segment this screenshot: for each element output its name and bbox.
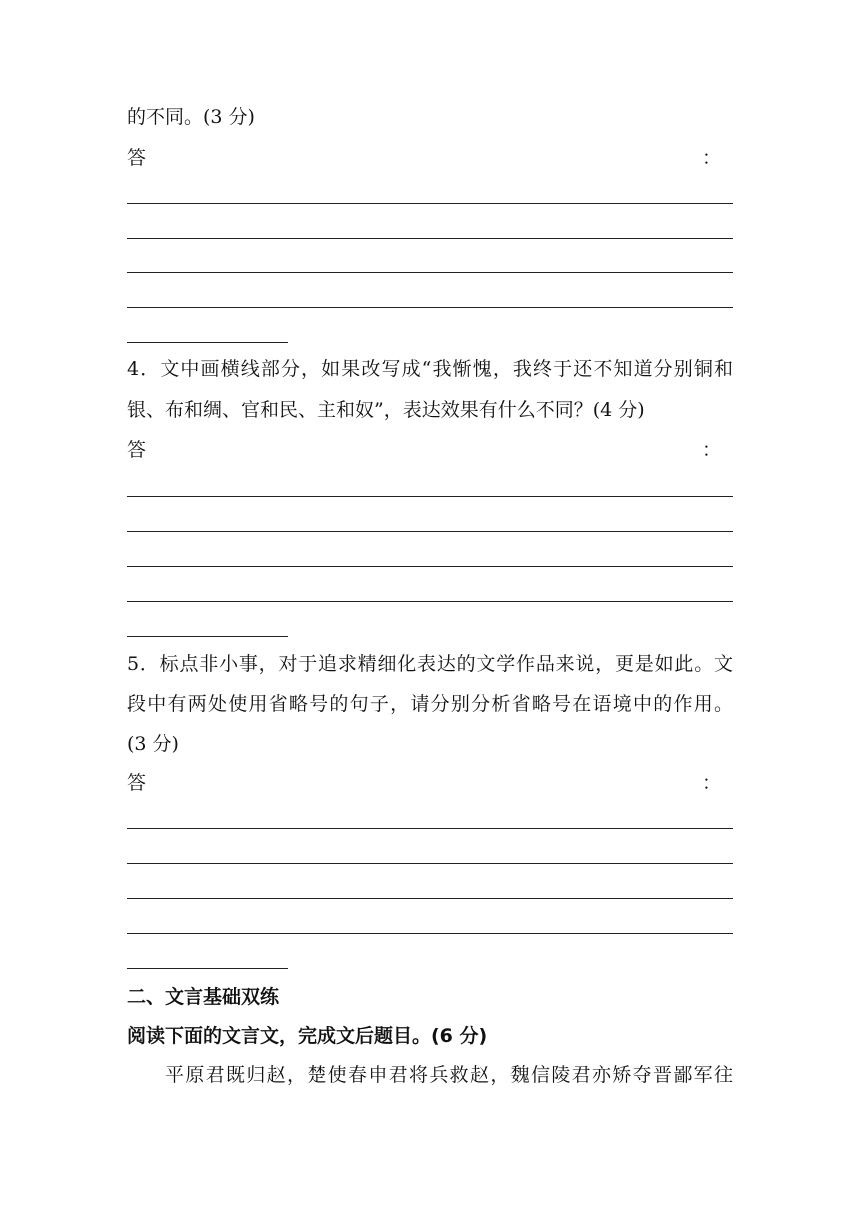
q4-answer-colon: ： (701, 439, 721, 461)
passage-line-1: 平原君既归赵，楚使春申君将兵救赵，魏信陵君亦矫夺晋鄙军往 (165, 1064, 733, 1086)
q3-answer-colon: ： (701, 147, 721, 169)
section-heading: 二、文言基础双练 (127, 986, 280, 1008)
q4-answer-line[interactable] (127, 601, 733, 602)
q3-answer-label: 答 (127, 147, 147, 169)
q5-answer-label: 答 (127, 772, 147, 794)
q5-answer-line[interactable] (127, 863, 733, 864)
q4-answer-line-end[interactable] (127, 636, 288, 637)
q5-answer-line[interactable] (127, 898, 733, 899)
q5-text-line-1: 5．标点非小事，对于追求精细化表达的文学作品来说，更是如此。文 (127, 653, 733, 675)
q5-answer-colon: ： (701, 772, 721, 794)
q4-answer-label: 答 (127, 439, 147, 461)
q4-answer-line[interactable] (127, 531, 733, 532)
q3-answer-line[interactable] (127, 272, 733, 273)
q3-answer-line-end[interactable] (127, 342, 288, 343)
q5-text-line-2: 段中有两处使用省略号的句子，请分别分析省略号在语境中的作用。 (127, 693, 733, 715)
section-instruction: 阅读下面的文言文，完成文后题目。(6 分) (127, 1025, 488, 1047)
q3-answer-line[interactable] (127, 203, 733, 204)
q3-answer-line[interactable] (127, 307, 733, 308)
q5-answer-line[interactable] (127, 933, 733, 934)
q4-answer-line[interactable] (127, 566, 733, 567)
q5-text-line-3: (3 分) (127, 733, 179, 755)
q5-answer-line-end[interactable] (127, 968, 288, 969)
q5-answer-line[interactable] (127, 828, 733, 829)
q3-text-tail: 的不同。(3 分) (127, 106, 255, 128)
q3-answer-line[interactable] (127, 238, 733, 239)
q4-text-line-1: 4．文中画横线部分，如果改写成“我惭愧，我终于还不知道分别铜和 (127, 358, 733, 380)
q4-answer-line[interactable] (127, 496, 733, 497)
q4-text-line-2: 银、布和绸、官和民、主和奴”，表达效果有什么不同？(4 分) (127, 399, 645, 421)
